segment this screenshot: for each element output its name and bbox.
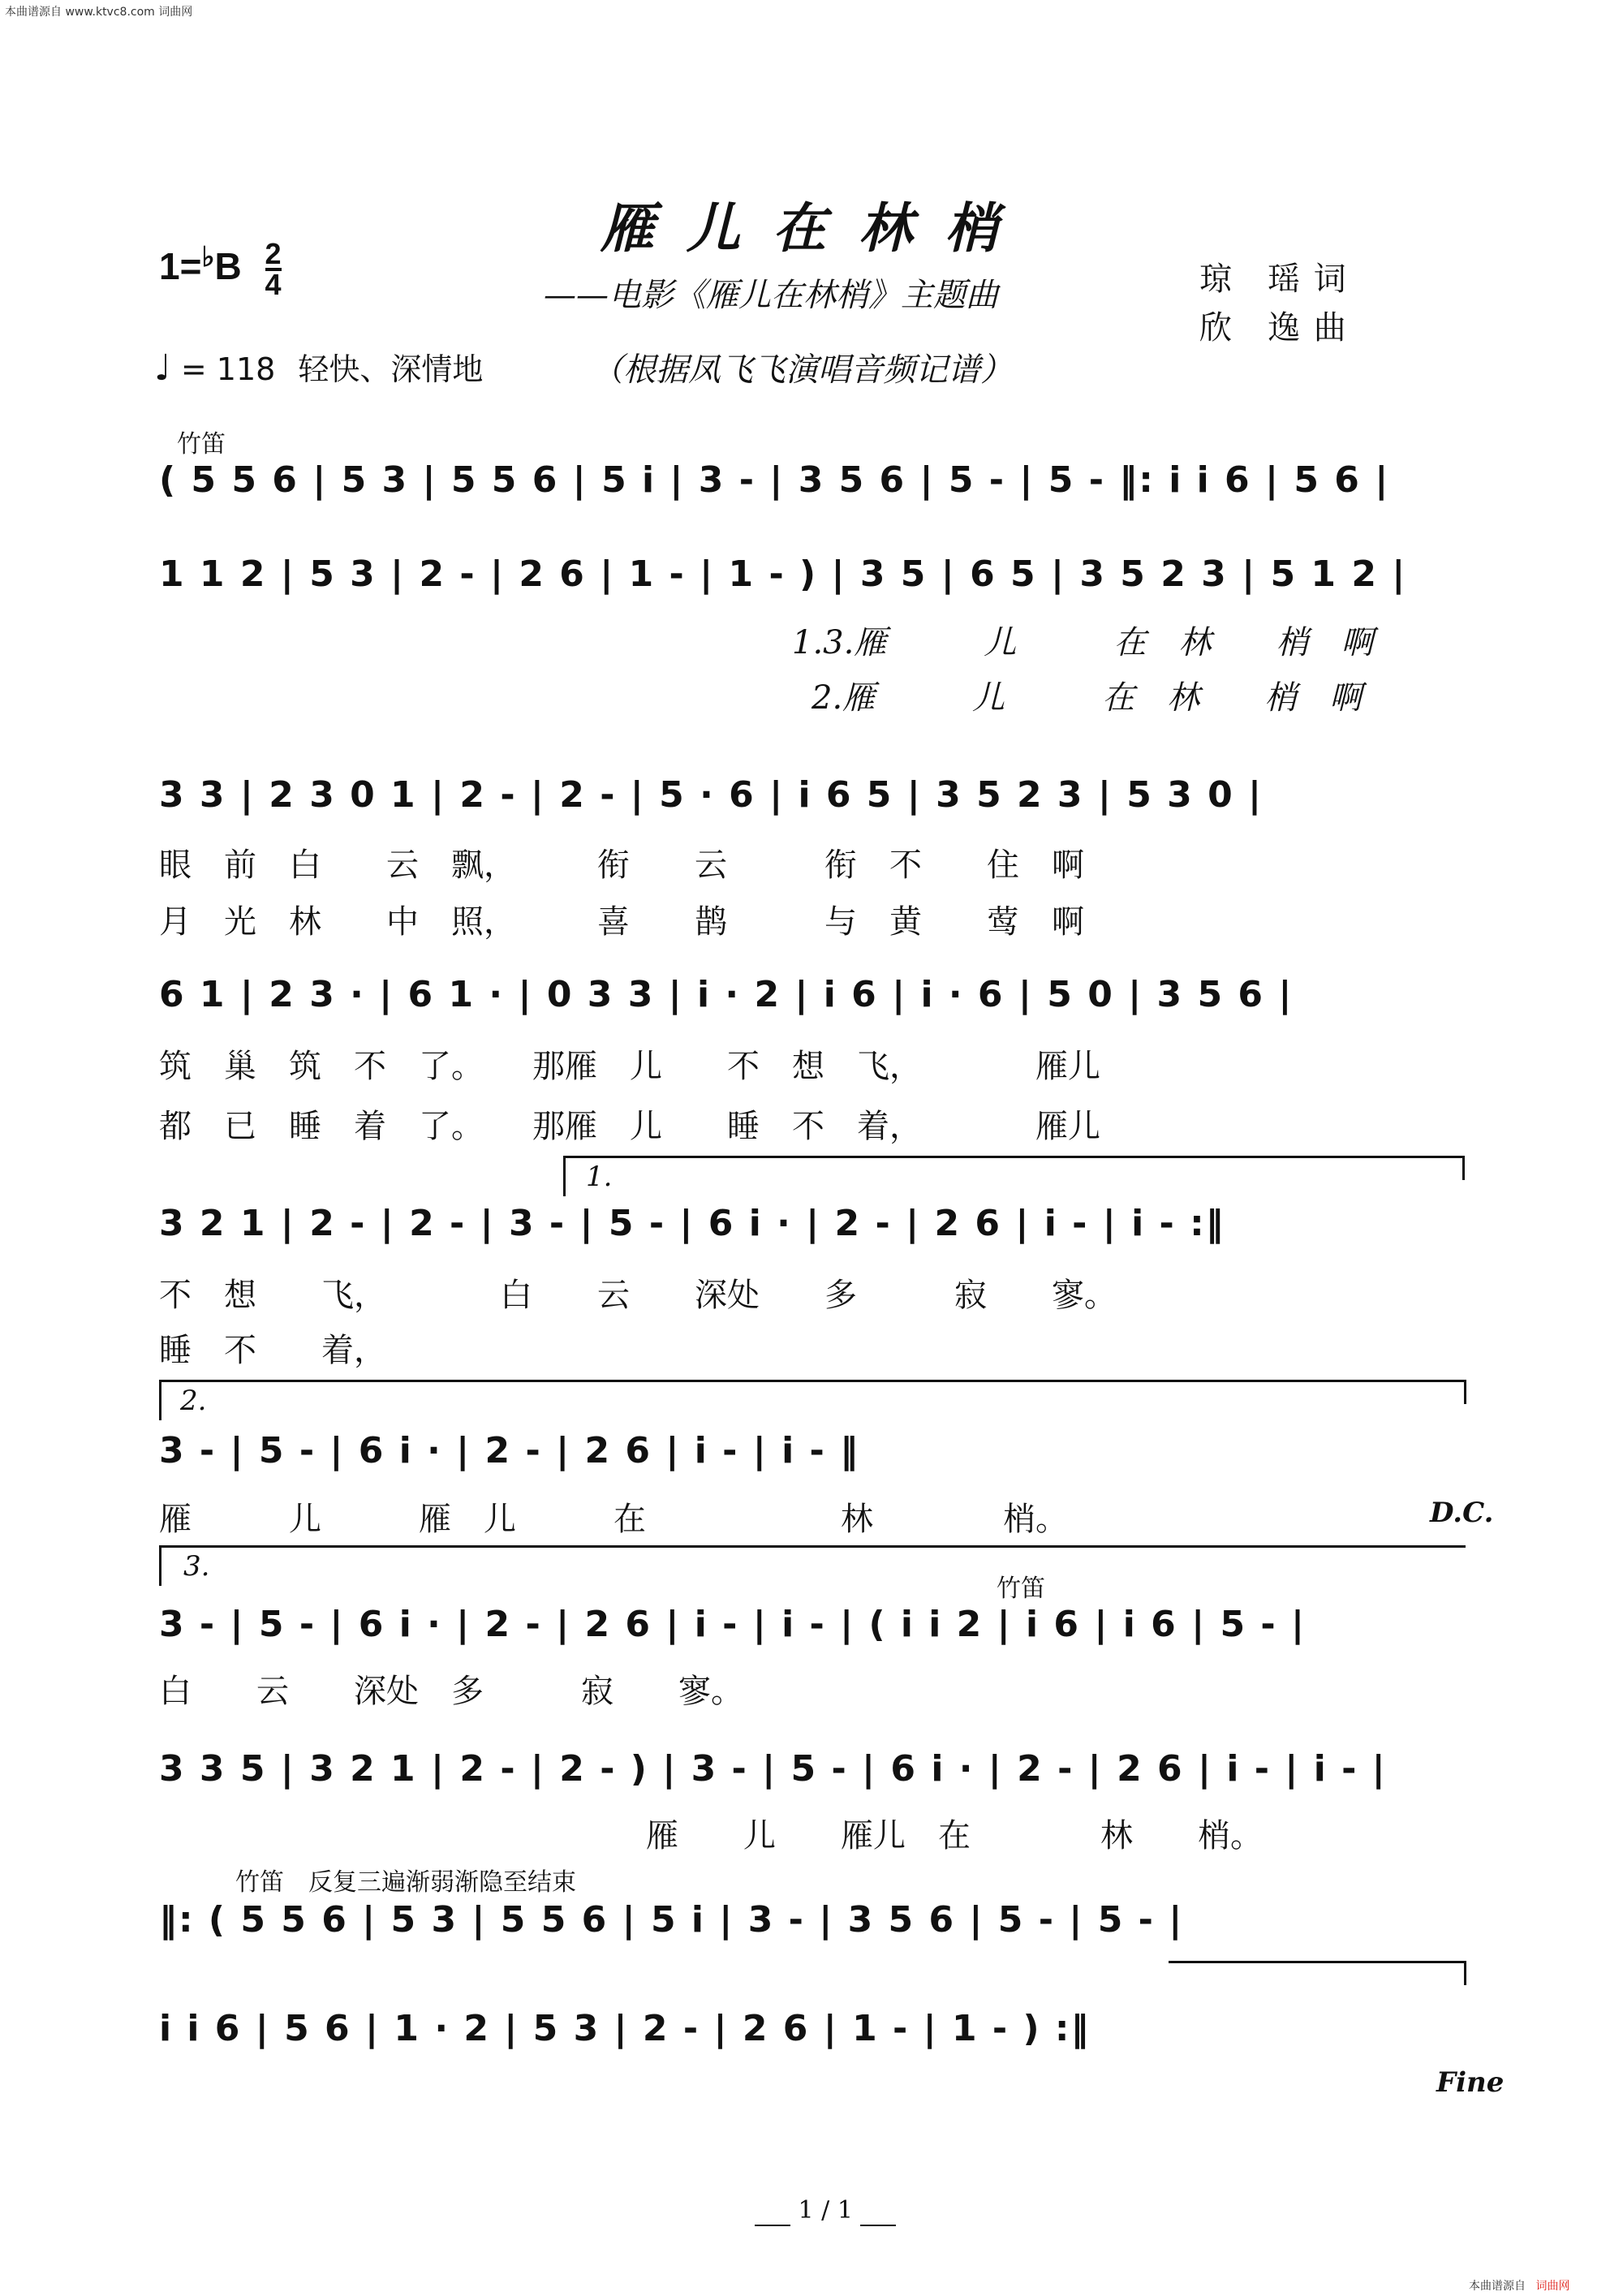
lyric-line: 白 云 深处 多 寂 寥。: [159, 1673, 743, 1710]
score-row-9: ‖: ( 5 5 6 | 5 3 | 5 5 6 | 5 i | 3 - | 3 5 6 | 5 - | 5 - |: [159, 1899, 1184, 1941]
volta-bracket-2-right: [1464, 1380, 1466, 1404]
page-number-text: 1 / 1: [798, 2196, 853, 2225]
lyric-line: 月 光 林 中 照， 喜 鹊 与 黄 莺 啊: [159, 903, 1084, 941]
score-row-3: 3 3 | 2 3 0 1 | 2 - | 2 - | 5 · 6 | i 6 5 | 3 5 2 3 | 5 3 0 |: [159, 774, 1264, 816]
lyric-line: 1.3.雁 儿 在 林 梢 啊: [792, 624, 1374, 661]
score-row-5: 3 2 1 | 2 - | 2 - | 3 - | 5 - | 6 i · | 2 - | 2 6 | i - | i - :‖: [159, 1203, 1225, 1244]
score-row-4: 6 1 | 2 3 · | 6 1 · | 0 3 3 | i · 2 | i 6 | i · 6 | 5 0 | 3 5 6 |: [159, 974, 1294, 1015]
volta-bracket-1-right: [1462, 1156, 1465, 1180]
lyricist-credit: 琼 瑶 词: [1199, 261, 1348, 298]
lyric-line: 都 已 睡 着 了。 那雁 儿 睡 不 着， 雁儿: [159, 1108, 1100, 1145]
expression-marking: 轻快、深情地: [298, 351, 484, 387]
footer-rule-left: [755, 2196, 790, 2226]
composer-credit: 欣 逸 曲: [1199, 309, 1348, 347]
score-row-7: 3 - | 5 - | 6 i · | 2 - | 2 6 | i - | i - | ( i i 2 | i 6 | i 6 | 5 - |: [159, 1604, 1307, 1645]
time-signature: [264, 237, 283, 301]
lyric-line: 睡 不 着，: [159, 1332, 386, 1369]
song-subtitle: ——电影《雁儿在林梢》主题曲: [544, 277, 998, 314]
dc-marking: D.C.: [1430, 1497, 1494, 1529]
lyric-line: 雁 儿 雁儿 在 林 梢。: [646, 1817, 1263, 1854]
page-number: [755, 2196, 896, 2226]
key-prefix: 1=: [159, 245, 202, 288]
flat-icon: ♭: [201, 242, 215, 274]
volta-bracket-3-left: [159, 1545, 161, 1586]
instrument-label: 竹笛 反复三遍渐弱渐隐至结束: [235, 1868, 576, 1897]
lyric-line: 筑 巢 筑 不 了。 那雁 儿 不 想 飞， 雁儿: [159, 1048, 1100, 1085]
key-signature: [159, 237, 283, 301]
lyric-line: 2.雁 儿 在 林 梢 啊: [812, 679, 1363, 717]
instrument-label: 竹笛: [997, 1574, 1045, 1603]
score-row-1: ( 5 5 6 | 5 3 | 5 5 6 | 5 i | 3 - | 3 5 6 | 5 - | 5 - ‖: i i 6 | 5 6 |: [159, 459, 1390, 501]
watermark-bottom: [1469, 2277, 1569, 2294]
watermark-bottom-text: 本曲谱源自: [1469, 2280, 1526, 2293]
score-row-2: 1 1 2 | 5 3 | 2 - | 2 6 | 1 - | 1 - ) | 3 5 | 6 5 | 3 5 2 3 | 5 1 2 |: [159, 554, 1407, 595]
watermark-top: 本曲谱源自 www.ktvc8.com 词曲网: [5, 6, 193, 19]
time-top: 2: [265, 237, 282, 270]
source-note: （根据凤飞飞演唱音频记谱）: [591, 351, 1013, 389]
lyric-line: 眼 前 白 云 飘， 衔 云 衔 不 住 啊: [159, 846, 1084, 884]
score-row-8: 3 3 5 | 3 2 1 | 2 - | 2 - ) | 3 - | 5 - | 6 i · | 2 - | 2 6 | i - | i - |: [159, 1748, 1387, 1790]
watermark-brand: 词曲网: [1535, 2280, 1570, 2293]
ending-number: 3.: [183, 1550, 210, 1583]
volta-bracket-4: [1169, 1961, 1466, 1963]
score-row-10: i i 6 | 5 6 | 1 · 2 | 5 3 | 2 - | 2 6 | 1 - | 1 - ) :‖: [159, 2008, 1091, 2049]
volta-bracket-2-left: [159, 1380, 161, 1420]
key-note: B: [214, 245, 242, 288]
lyric-line: 不 想 飞， 白 云 深处 多 寂 寥。: [159, 1277, 1117, 1314]
volta-bracket-4-right: [1464, 1961, 1466, 1985]
volta-bracket-1-left: [563, 1156, 566, 1196]
score-row-6: 3 - | 5 - | 6 i · | 2 - | 2 6 | i - | i - ‖: [159, 1430, 860, 1471]
instrument-label: 竹笛: [177, 430, 226, 459]
volta-bracket-2: [159, 1380, 1466, 1382]
ending-number: 1.: [586, 1161, 613, 1193]
tempo-marking: [154, 344, 483, 389]
quarter-note-icon: ♩: [154, 347, 171, 389]
song-title: 雁儿在林梢: [601, 196, 1031, 260]
volta-bracket-1: [563, 1156, 1464, 1158]
tempo-value: = 118: [180, 351, 276, 387]
fine-marking: Fine: [1436, 2066, 1505, 2099]
footer-rule-right: [860, 2196, 896, 2226]
volta-bracket-3: [159, 1545, 1466, 1548]
ending-number: 2.: [180, 1385, 207, 1417]
time-bottom: 4: [265, 268, 282, 301]
lyric-line: 雁 儿 雁 儿 在 林 梢。: [159, 1501, 1068, 1538]
